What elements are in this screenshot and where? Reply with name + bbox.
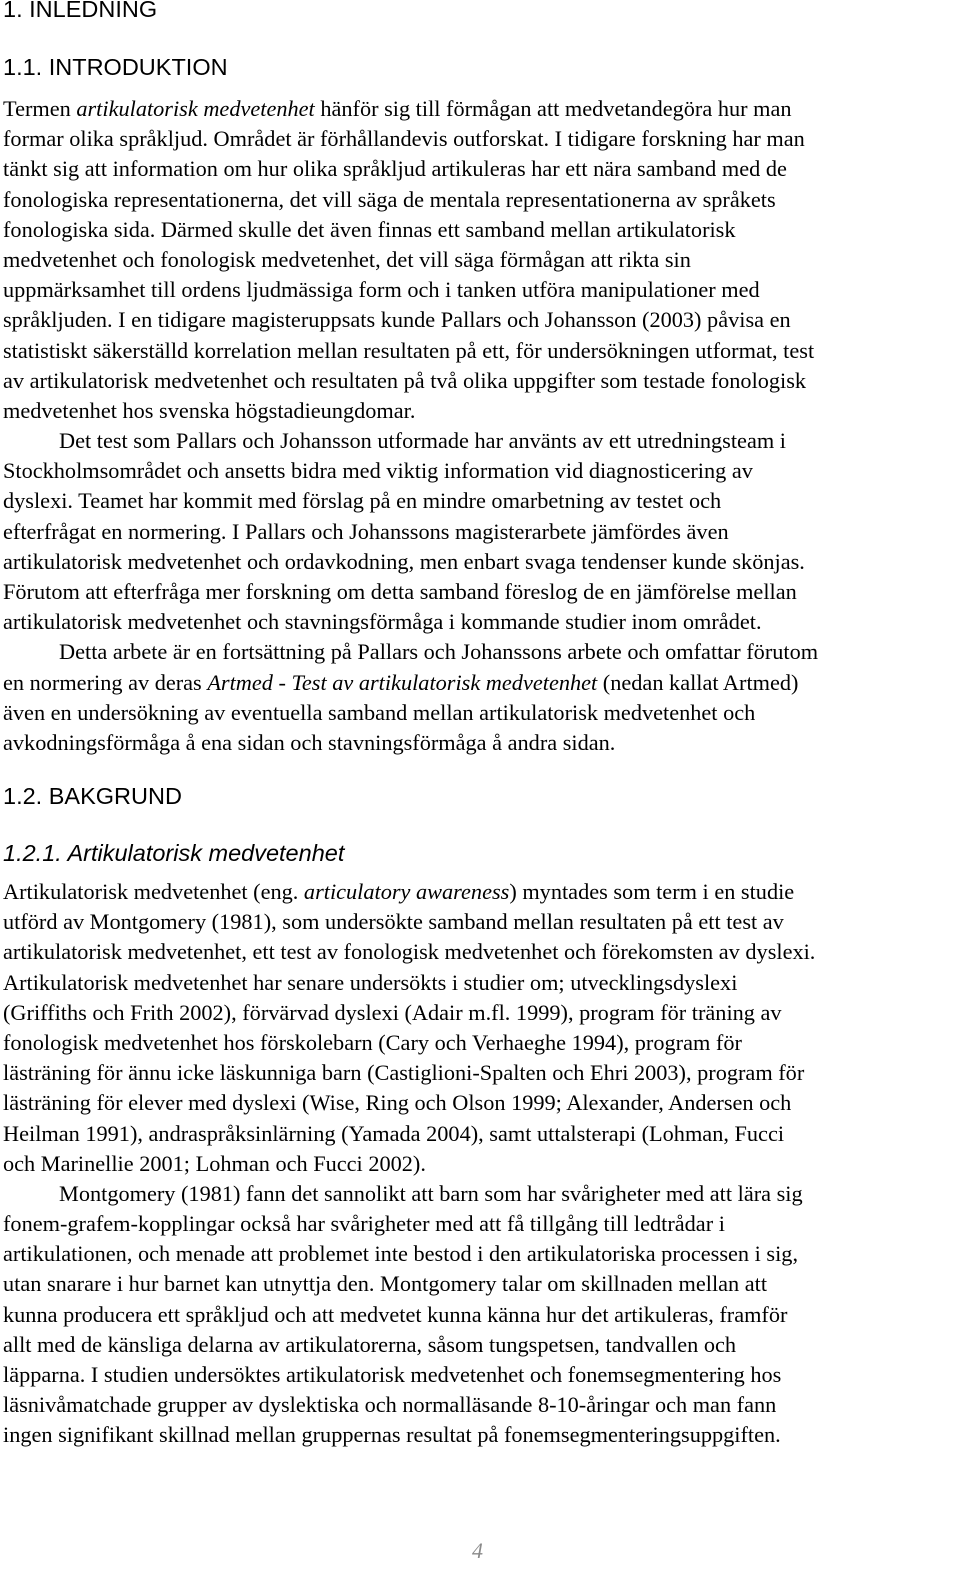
text-line — [3, 94, 957, 124]
text-segment: Artikulatorisk medvetenhet (eng. — [3, 879, 304, 904]
text-segment: avkodningsförmåga å ena sidan och stavningsförmåga å andra sidan. — [3, 729, 616, 755]
text-line — [3, 937, 957, 967]
text-segment: efterfrågat en normering. I Pallars och Johanssons magisterarbete jämfördes även — [3, 518, 729, 544]
text-line — [3, 305, 957, 335]
text-segment: uppmärksamhet till ordens ljudmässiga form och i tanken utföra manipulationer med — [3, 277, 760, 303]
text-line — [3, 998, 957, 1028]
text-line — [3, 877, 957, 907]
text-line — [3, 1209, 957, 1239]
text-segment: en normering av deras — [3, 669, 208, 695]
text-segment: läsnivåmatchade grupper av dyslektiska och normalläsande 8-10-åringar och man fann — [3, 1392, 777, 1418]
text-line — [3, 396, 957, 426]
text-segment: tänkt sig att information om hur olika språkljud artikuleras har ett nära samband med de — [3, 156, 787, 182]
text-line — [3, 124, 957, 154]
background-body — [3, 877, 957, 1451]
text-segment: ingen signifikant skillnad mellan gruppernas resultat på fonemsegmenteringsuppgiften. — [3, 1422, 781, 1448]
text-segment: utan snarare i hur barnet kan utnyttja den. Montgomery talar om skillnaden mellan att — [3, 1271, 768, 1297]
text-line — [3, 1119, 957, 1149]
text-segment: fonologiska sida. Därmed skulle det även finnas ett samband mellan artikulatorisk — [3, 216, 736, 242]
text-segment: Stockholmsområdet och ansetts bidra med viktig information vid diagnosticering av — [3, 458, 753, 484]
text-segment: Heilman 1991), andraspråksinlärning (Yamada 2004), samt uttalsterapi (Lohman, Fucci — [3, 1120, 785, 1146]
text-segment: av artikulatorisk medvetenhet och resultaten på två olika uppgifter som testade fonologisk — [3, 367, 807, 393]
text-segment: fonem-grafem-kopplingar också har svårigheter med att få tillgång till ledtrådar i — [3, 1211, 725, 1237]
text-line — [3, 185, 957, 215]
text-segment: Montgomery (1981) fann det sannolikt att barn som har svårigheter med att lära sig — [59, 1180, 803, 1206]
text-line — [3, 1360, 957, 1390]
text-segment: kunna producera ett språkljud och att medvetet kunna känna hur det artikuleras, framför — [3, 1301, 788, 1327]
text-line — [3, 668, 957, 698]
text-line — [3, 1088, 957, 1118]
text-segment: dyslexi. Teamet har kommit med förslag på en mindre omarbetning av testet och — [3, 488, 722, 514]
text-line — [3, 336, 957, 366]
text-segment: hänför sig till förmågan att medvetandegöra hur man — [314, 96, 792, 121]
chapter-heading: 1. INLEDNING — [3, 0, 158, 22]
text-segment: lästräning för ännu icke läskunniga barn (Castiglioni-Spalten och Ehri 2003), program för — [3, 1060, 805, 1086]
text-line — [3, 728, 957, 758]
text-segment: allt med de känsliga delarna av artikulatorerna, såsom tungspetsen, tandvallen och — [3, 1331, 737, 1357]
text-segment: artikulationen, och menade att problemet inte bestod i den artikulatoriska processen i sig, — [3, 1241, 799, 1267]
text-line — [3, 577, 957, 607]
italic-term: artikulatorisk medvetenhet — [76, 96, 315, 121]
text-segment: Detta arbete är en fortsättning på Pallars och Johanssons arbete och omfattar förutom — [59, 639, 819, 665]
italic-term: Artmed - Test av artikulatorisk medvetenhet — [207, 669, 598, 695]
text-segment: medvetenhet hos svenska högstadieungdomar. — [3, 397, 416, 423]
text-line — [3, 907, 957, 937]
page-number: 4 — [472, 1538, 483, 1563]
text-segment: läpparna. I studien undersöktes artikulatorisk medvetenhet och fonemsegmentering hos — [3, 1362, 782, 1387]
text-segment: utförd av Montgomery (1981), som undersökte samband mellan resultaten på ett test av — [3, 909, 784, 935]
section-heading-bakgrund: 1.2. BAKGRUND — [3, 783, 182, 809]
section-heading-introduktion: 1.1. INTRODUKTION — [3, 54, 228, 80]
text-line — [3, 517, 957, 547]
text-line — [3, 154, 957, 184]
text-segment: lästräning för elever med dyslexi (Wise, Ring och Olson 1999; Alexander, Andersen och — [3, 1090, 792, 1116]
text-line — [3, 1149, 957, 1179]
text-line — [3, 486, 957, 516]
text-line — [3, 637, 957, 667]
text-line — [3, 1239, 957, 1269]
text-segment: Termen — [3, 96, 77, 121]
text-line — [3, 1269, 957, 1299]
text-segment: fonologiska representationerna, det vill säga de mentala representationerna av språkets — [3, 186, 776, 212]
text-segment: fonologisk medvetenhet hos förskolebarn (Cary och Verhaeghe 1994), program för — [3, 1029, 742, 1055]
text-line — [3, 1300, 957, 1330]
text-line — [3, 215, 957, 245]
text-segment: ) myntades som term i en studie — [509, 879, 795, 904]
text-line — [3, 1420, 957, 1450]
text-segment: även en undersökning av eventuella samband mellan artikulatorisk medvetenhet och — [3, 699, 756, 725]
text-segment: formar olika språkljud. Området är förhållandevis outforskat. I tidigare forskning har man — [3, 126, 805, 152]
text-line — [3, 698, 957, 728]
text-line — [3, 1179, 957, 1209]
text-line — [3, 275, 957, 305]
text-segment: (nedan kallat Artmed) — [597, 669, 799, 695]
subsection-heading-artikulatorisk: 1.2.1. Artikulatorisk medvetenhet — [3, 840, 345, 866]
text-segment: Det test som Pallars och Johansson utformade har använts av ett utredningsteam i — [59, 428, 786, 454]
text-segment: Artikulatorisk medvetenhet har senare undersökts i studier om; utvecklingsdyslexi — [3, 969, 738, 995]
italic-term: articulatory awareness — [303, 879, 510, 904]
text-segment: artikulatorisk medvetenhet, ett test av fonologisk medvetenhet och förekomsten av dyslexi. — [3, 939, 816, 965]
text-line — [3, 968, 957, 998]
text-segment: (Griffiths och Frith 2002), förvärvad dyslexi (Adair m.fl. 1999), program för träning av — [3, 999, 782, 1025]
text-segment: artikulatorisk medvetenhet och ordavkodning, men enbart svaga tendenser kunde skönjas. — [3, 548, 805, 574]
text-line — [3, 1028, 957, 1058]
text-line — [3, 607, 957, 637]
text-line — [3, 366, 957, 396]
text-segment: Förutom att efterfråga mer forskning om detta samband föreslog de en jämförelse mellan — [3, 579, 797, 604]
text-line — [3, 426, 957, 456]
text-segment: medvetenhet och fonologisk medvetenhet, det vill säga förmågan att rikta sin — [3, 246, 691, 272]
text-line — [3, 245, 957, 275]
text-segment: språkljuden. I en tidigare magisteruppsats kunde Pallars och Johansson (2003) påvisa en — [3, 307, 791, 333]
text-line — [3, 547, 957, 577]
text-line — [3, 1058, 957, 1088]
text-line — [3, 456, 957, 486]
introduction-body — [3, 94, 957, 758]
text-segment: artikulatorisk medvetenhet och stavningsförmåga i kommande studier inom området. — [3, 609, 762, 635]
text-segment: statistiskt säkerställd korrelation mellan resultaten på ett, för undersökningen utformat, test — [3, 337, 815, 363]
text-segment: och Marinellie 2001; Lohman och Fucci 2002). — [3, 1150, 426, 1176]
text-line — [3, 1330, 957, 1360]
text-line — [3, 1390, 957, 1420]
